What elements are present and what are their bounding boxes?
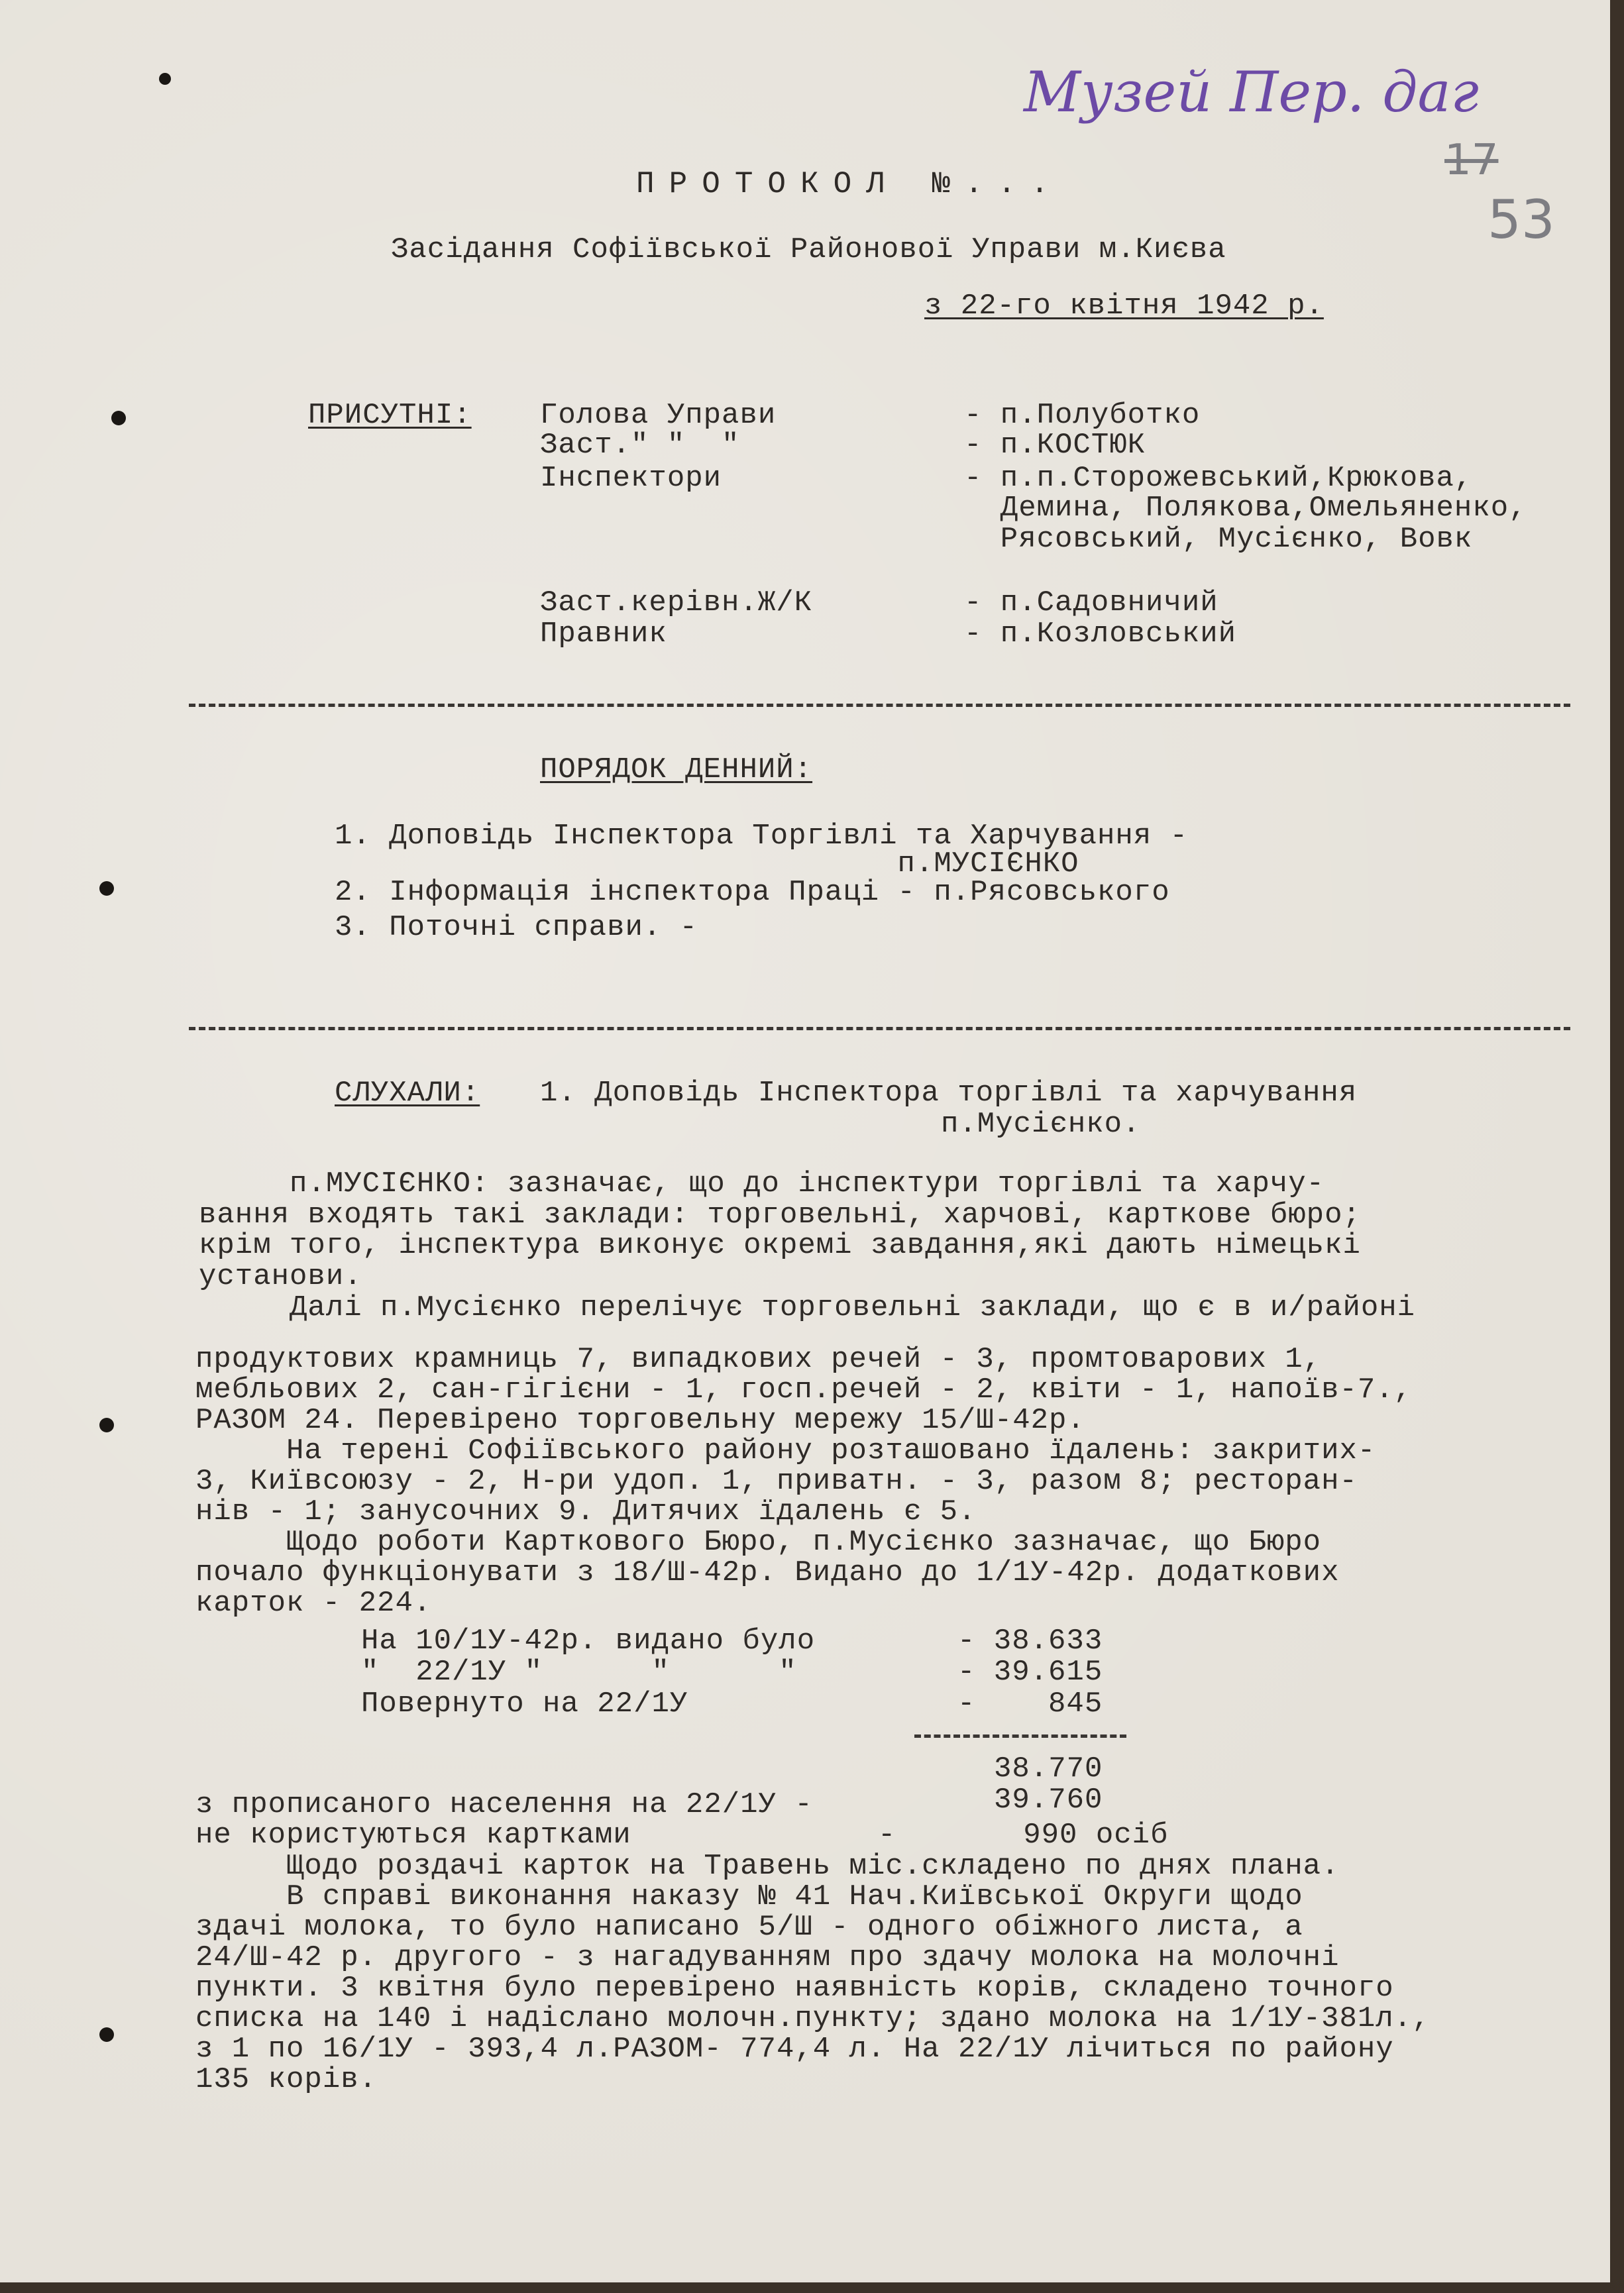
cards-row-value: - 845	[957, 1687, 1103, 1721]
archive-note-handwritten: Музей Пер. даг	[1024, 60, 1479, 125]
present-name: Демина, Полякова,Омельяненко,	[964, 492, 1527, 525]
agenda-item: п.МУСІЄНКО	[335, 847, 1079, 880]
cards-total: 38.770	[994, 1752, 1103, 1786]
present-name: - п.Полуботко	[964, 399, 1201, 432]
body-line: здачі молока, то було написано 5/Ш - одного обіжного листа, а	[195, 1911, 1303, 1944]
section-divider	[189, 1027, 1570, 1030]
old-page-number: 17	[1444, 136, 1499, 185]
body-line: 3, Київсоюзу - 2, Н-ри удоп. 1, приватн. - 3, разом 8; ресторан-	[195, 1465, 1358, 1498]
present-name: - п.Козловський	[964, 617, 1237, 651]
present-role: Інспектори	[540, 462, 722, 495]
body-line: вання входять такі заклади: торговельні, харчові, карткове бюро;	[199, 1199, 1361, 1232]
body-line: В справі виконання наказу № 41 Нач.Київської Округи щодо	[195, 1880, 1303, 1913]
body-line: пункти. 3 квітня було перевірено наявність корів, складено точного	[195, 1972, 1394, 2005]
agenda-item: 1. Доповідь Інспектора Торгівлі та Харчування -	[335, 820, 1189, 853]
cards-row-label: На 10/1У-42р. видано було	[361, 1625, 816, 1658]
sum-line	[914, 1734, 1126, 1738]
heard-speaker: п.Мусієнко.	[941, 1108, 1141, 1141]
not-using-label: не користуються картками	[195, 1819, 631, 1852]
body-line: 135 корів.	[195, 2063, 378, 2096]
agenda-item: 3. Поточні справи. -	[335, 911, 698, 944]
document-title: ПРОТОКОЛ №...	[636, 167, 1063, 201]
body-line: продуктових крамниць 7, випадкових речей - 3, промтоварових 1,	[195, 1343, 1322, 1376]
population-value: 39.760	[994, 1784, 1103, 1817]
body-line: п.МУСІЄНКО: зазначає, що до інспектури торгівлі та харчу-	[199, 1167, 1325, 1200]
cards-row-value: - 38.633	[957, 1625, 1103, 1658]
body-line: Щодо роботи Карткового Бюро, п.Мусієнко зазначає, що Бюро	[195, 1526, 1322, 1559]
present-label: ПРИСУТНІ:	[308, 399, 472, 432]
body-line: мебльових 2, сан-гігієни - 1, госп.речей - 2, квіти - 1, напоїв-7.,	[195, 1373, 1413, 1407]
present-role: Голова Управи	[540, 399, 777, 432]
section-divider	[189, 704, 1570, 707]
body-line: почало функціонувати з 18/Ш-42р. Видано до 1/1У-42р. додаткових	[195, 1556, 1340, 1589]
cards-row-value: - 39.615	[957, 1656, 1103, 1689]
present-name: Рясовський, Мусієнко, Вовк	[964, 523, 1473, 556]
present-name: - п.Садовничий	[964, 586, 1218, 619]
heard-label: СЛУХАЛИ:	[335, 1077, 480, 1110]
not-using-value: - 990 осіб	[878, 1819, 1169, 1852]
body-line: з 1 по 16/1У - 393,4 л.РАЗОМ- 774,4 л. На 22/1У лічиться по району	[195, 2033, 1394, 2066]
agenda-heading: ПОРЯДОК ДЕННИЙ:	[540, 753, 813, 786]
body-line: установи.	[199, 1260, 362, 1293]
page-number: 53	[1488, 189, 1555, 250]
cards-row-label: " 22/1У " " "	[361, 1656, 797, 1689]
body-line: крім того, інспектура виконує окремі завдання,які дають німецькі	[199, 1229, 1361, 1262]
document-date: з 22-го квітня 1942 р.	[924, 290, 1324, 323]
body-line: 24/Ш-42 р. другого - з нагадуванням про здачу молока на молочні	[195, 1941, 1340, 1974]
punch-hole	[99, 1418, 114, 1432]
agenda-item: 2. Інформація інспектора Праці - п.Рясовського	[335, 876, 1170, 909]
body-line: Далі п.Мусієнко перелічує торговельні заклади, що є в и/районі	[199, 1291, 1416, 1324]
present-role: Заст.керівн.Ж/К	[540, 586, 813, 619]
body-line: списка на 140 і надіслано молочн.пункту; здано молока на 1/1У-381л.,	[195, 2002, 1431, 2035]
punch-hole	[159, 73, 171, 85]
population-label: з прописаного населення на 22/1У -	[195, 1788, 813, 1821]
punch-hole	[111, 411, 126, 425]
punch-hole	[99, 2027, 114, 2042]
cards-row-label: Повернуто на 22/1У	[361, 1687, 688, 1721]
punch-hole	[99, 881, 114, 896]
document-subtitle: Засідання Софіївської Районової Управи м.Києва	[391, 233, 1226, 266]
heard-topic: 1. Доповідь Інспектора торгівлі та харчування	[540, 1077, 1358, 1110]
present-role: Правник	[540, 617, 667, 651]
present-role: Заст." " "	[540, 429, 740, 462]
body-line: нів - 1; занусочних 9. Дитячих їдалень є 5.	[195, 1495, 977, 1528]
body-line: На терені Софіївського району розташовано їдалень: закритих-	[195, 1434, 1376, 1467]
body-line: карток - 224.	[195, 1587, 432, 1620]
body-line: РАЗОМ 24. Перевірено торговельну мережу 15/Ш-42р.	[195, 1404, 1085, 1437]
present-name: - п.п.Сторожевський,Крюкова,	[964, 462, 1473, 495]
present-name: - п.КОСТЮК	[964, 429, 1146, 462]
body-line: Щодо роздачі карток на Травень міс.складено по днях плана.	[195, 1850, 1340, 1883]
